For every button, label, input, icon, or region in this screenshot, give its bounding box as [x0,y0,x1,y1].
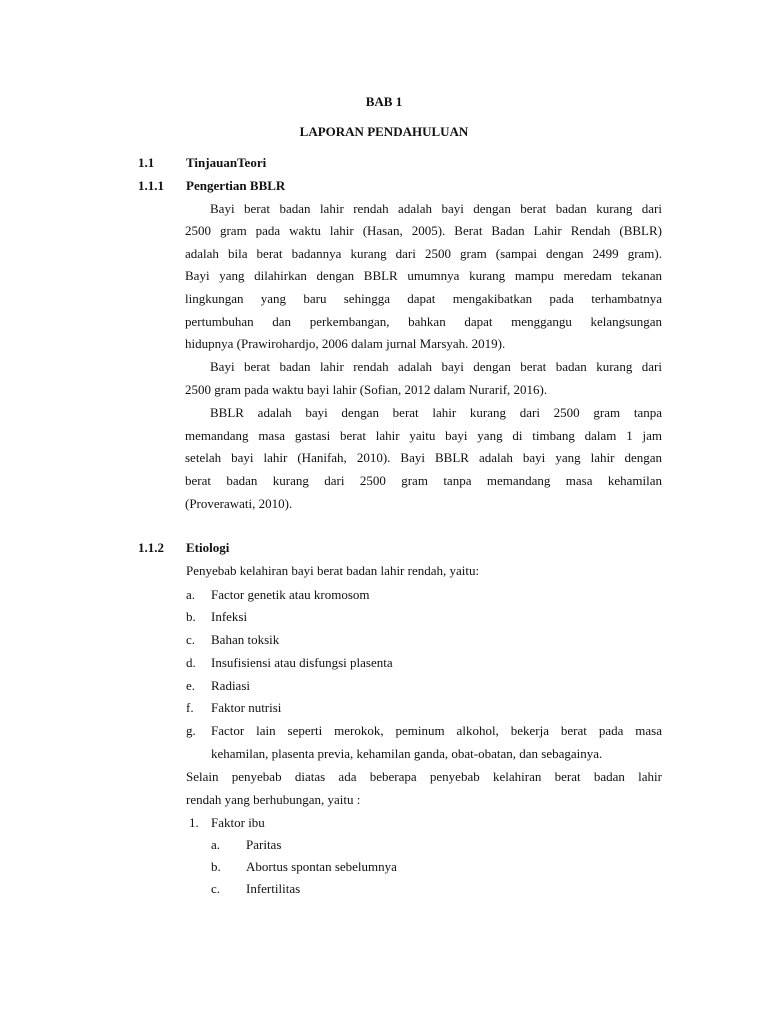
paragraph-line: lingkungan yang baru sehingga dapat mengakibatkan pada terhambatnya [185,291,662,306]
paragraph-line: setelah bayi lahir (Hanifah, 2010). Bayi BBLR adalah bayi yang lahir dengan [185,450,662,465]
paragraph-line: BBLR adalah bayi dengan berat lahir kurang dari 2500 gram tanpa [210,405,662,420]
chapter-heading: BAB 1 [365,94,403,109]
list-marker: f. [186,700,194,715]
sublist-item: Infertilitas [246,881,301,896]
list-item: Bahan toksik [211,632,280,647]
paragraph-line: 2500 gram pada waktu lahir (Hasan, 2005). Berat Badan Lahir Rendah (BBLR) [185,223,662,238]
list-marker: g. [186,723,196,738]
paragraph-line: (Proverawati, 2010). [185,496,293,511]
list-marker: b. [186,609,196,624]
list-marker: e. [186,678,196,693]
list-marker: a. [186,587,196,602]
list-item: Infeksi [211,609,248,624]
list-item: Radiasi [211,678,250,693]
sublist-item: Abortus spontan sebelumnya [246,859,397,874]
paragraph-line: adalah bila berat badannya kurang dari 2500 gram (sampai dengan 2499 gram). [185,246,662,261]
list-item: Factor genetik atau kromosom [211,587,370,602]
list-marker: c. [186,632,196,647]
section-1-1-1-number: 1.1.1 [138,178,164,193]
section-1-1-number: 1.1 [138,155,155,170]
section-1-1-heading: TinjauanTeori [186,155,267,170]
paragraph-line: Bayi yang dilahirkan dengan BBLR umumnya kurang mampu meredam tekanan [185,268,662,283]
paragraph-line: hidupnya (Prawirohardjo, 2006 dalam jurnal Marsyah. 2019). [185,336,506,351]
list-item: Insufisiensi atau disfungsi plasenta [211,655,393,670]
sublist-marker: c. [211,881,221,896]
list-item: Faktor ibu [211,815,265,830]
list-item: Factor lain seperti merokok, peminum alkohol, bekerja berat pada masa [211,723,662,738]
paragraph-line: Bayi berat badan lahir rendah adalah bayi dengan berat badan kurang dari [210,201,662,216]
list-marker: d. [186,655,196,670]
sublist-marker: a. [211,837,221,852]
section-1-1-1-heading: Pengertian BBLR [186,178,286,193]
list-marker: 1. [189,815,199,830]
sublist-marker: b. [211,859,221,874]
paragraph-line: 2500 gram pada waktu bayi lahir (Sofian, 2012 dalam Nurarif, 2016). [185,382,548,397]
paragraph-line: Bayi berat badan lahir rendah adalah bayi dengan berat badan kurang dari [210,359,662,374]
report-title: LAPORAN PENDAHULUAN [299,124,469,139]
paragraph-line: memandang masa gastasi berat lahir yaitu bayi yang di timbang dalam 1 jam [185,428,662,443]
paragraph-line: pertumbuhan dan perkembangan, bahkan dapat menggangu kelangsungan [185,314,662,329]
section-1-1-2-heading: Etiologi [186,540,230,555]
sublist-item: Paritas [246,837,282,852]
list-item: Faktor nutrisi [211,700,282,715]
list-item-continuation: kehamilan, plasenta previa, kehamilan ganda, obat-obatan, dan sebagainya. [211,746,603,761]
paragraph-line: Selain penyebab diatas ada beberapa penyebab kelahiran berat badan lahir [186,769,662,784]
paragraph-line: rendah yang berhubungan, yaitu : [186,792,361,807]
section-1-1-2-number: 1.1.2 [138,540,164,555]
etiologi-intro: Penyebab kelahiran bayi berat badan lahir rendah, yaitu: [186,563,480,578]
paragraph-line: berat badan kurang dari 2500 gram tanpa memandang masa kehamilan [185,473,662,488]
